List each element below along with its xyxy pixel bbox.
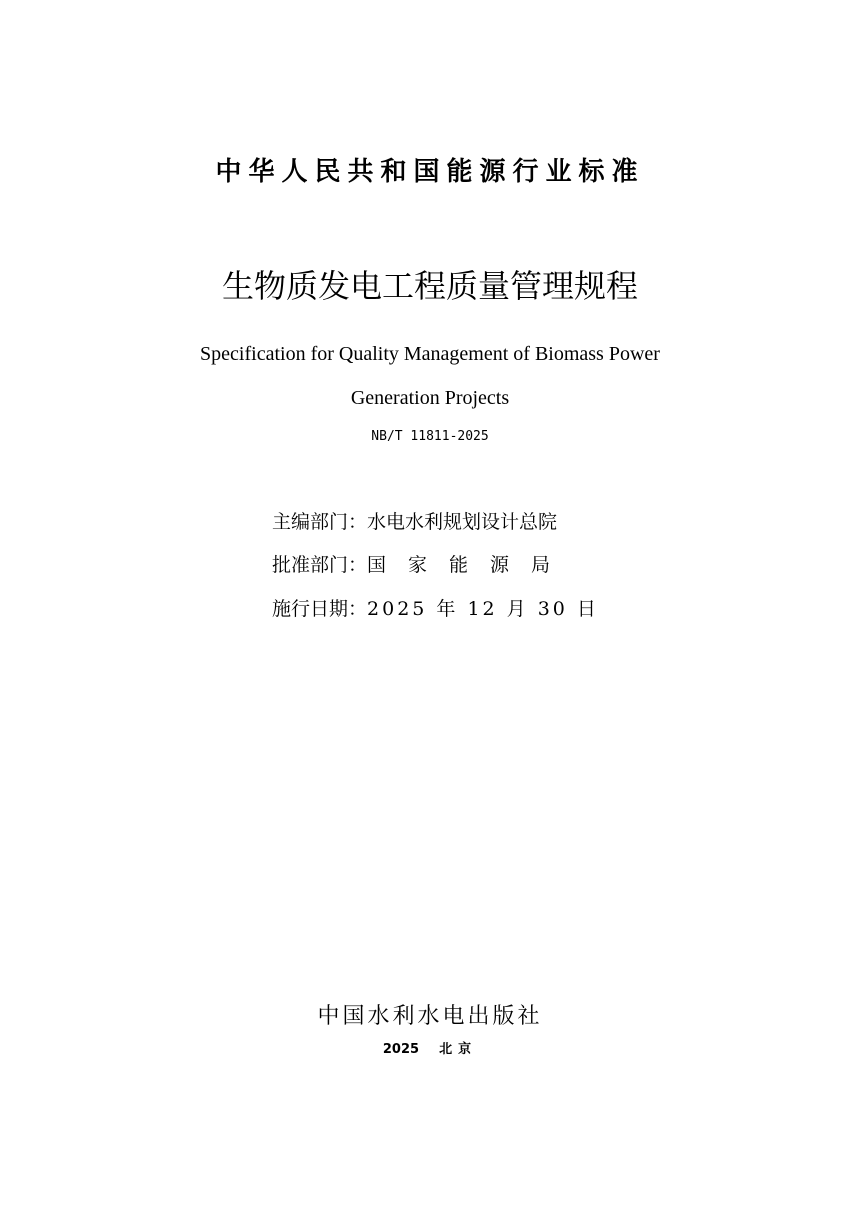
approver-label: 批准部门：: [272, 554, 368, 576]
publisher-name: 中国水利水电出版社: [317, 1004, 543, 1029]
publication-year: 2025: [382, 1042, 420, 1057]
document-title-english-line1: Specification for Quality Management of Biomass Power: [200, 343, 660, 365]
editor-department: [272, 509, 557, 535]
standard-code: NB/T 11811-2025: [371, 429, 489, 444]
publication-city: 北京: [439, 1042, 478, 1057]
document-title-english-line2: Generation Projects: [350, 387, 510, 409]
effective-label: 施行日期：: [272, 598, 368, 620]
effective-date: [272, 596, 599, 622]
document-title-chinese: 生物质发电工程质量管理规程: [221, 267, 638, 305]
effective-value: 2025 年 12 月 30 日: [367, 598, 599, 620]
editor-label: 主编部门：: [272, 511, 368, 533]
publication-place: [0, 1041, 860, 1059]
editor-value: 水电水利规划设计总院: [367, 511, 558, 533]
approver-department: [272, 552, 572, 578]
standard-type-header: 中华人民共和国能源行业标准: [215, 157, 645, 187]
approver-value: 国家能源局: [367, 554, 573, 576]
